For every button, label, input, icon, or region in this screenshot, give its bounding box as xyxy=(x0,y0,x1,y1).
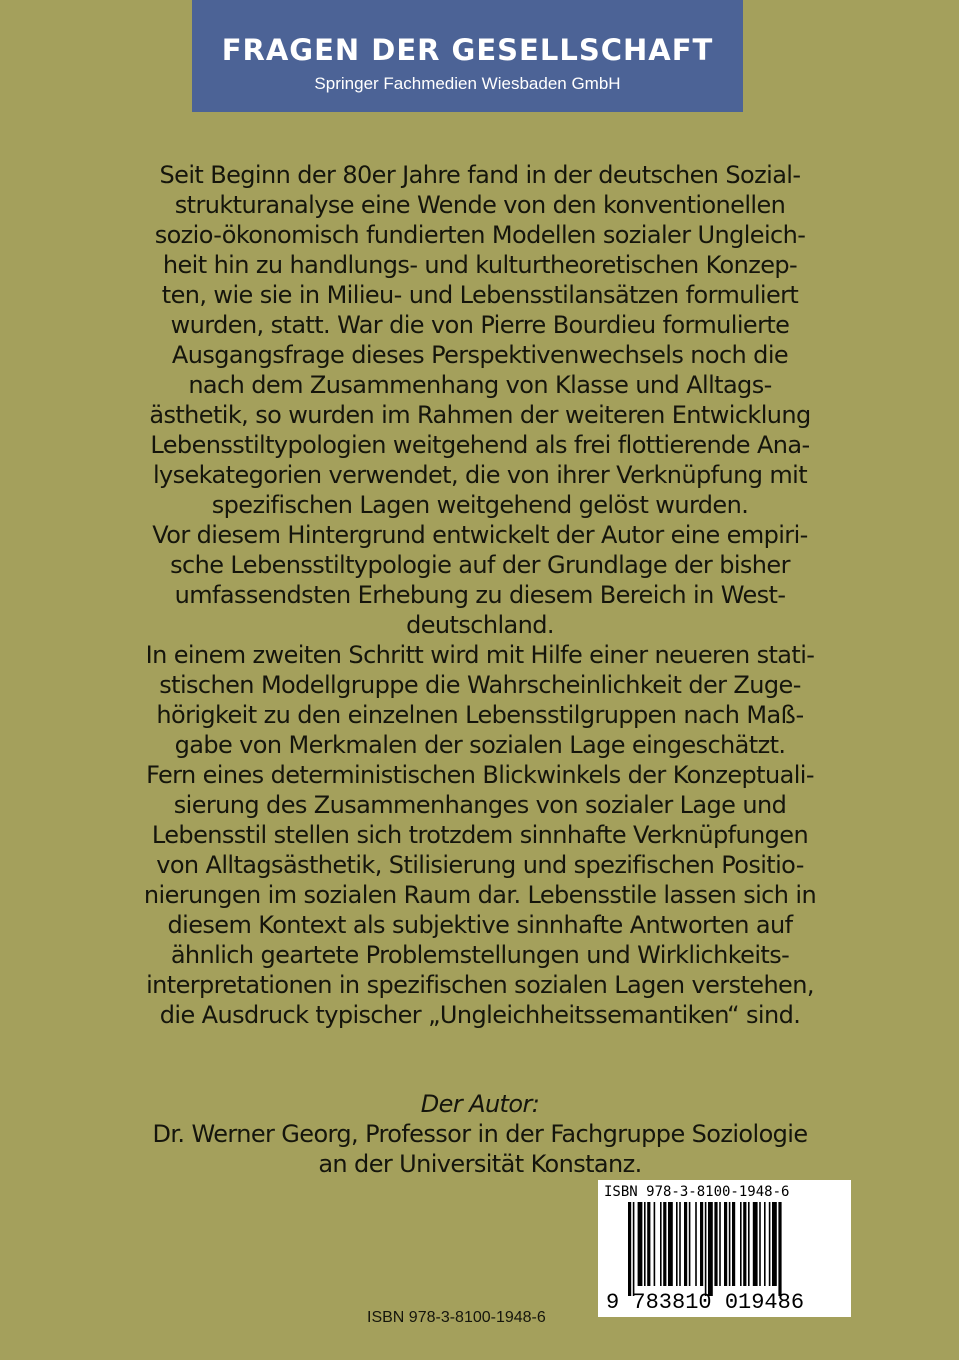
publisher-name: Springer Fachmedien Wiesbaden GmbH xyxy=(314,74,621,93)
barcode-isbn-label: ISBN 978-3-8100-1948-6 xyxy=(604,1184,790,1200)
blurb-line: sozio-ökonomisch fundierten Modellen sozialer Ungleich- xyxy=(154,221,806,249)
blurb-line: sierung des Zusammenhanges von sozialer Lage und xyxy=(173,791,787,819)
blurb-line: von Alltagsästhetik, Stilisierung und spezifischen Positio- xyxy=(156,851,804,879)
blurb-line: ähnlich geartete Problemstellungen und Wirklichkeits- xyxy=(170,941,790,969)
blurb-line: In einem zweiten Schritt wird mit Hilfe einer neueren stati- xyxy=(145,641,815,669)
barcode-digits: 9 783810 019486 xyxy=(606,1290,805,1315)
barcode-bar xyxy=(714,1202,717,1286)
blurb-line: Seit Beginn der 80er Jahre fand in der deutschen Sozial- xyxy=(159,161,801,189)
blurb-line: ten, wie sie in Milieu- und Lebensstilansätzen formuliert xyxy=(161,281,799,309)
barcode-bar xyxy=(753,1202,758,1286)
barcode-bar xyxy=(740,1202,742,1286)
barcode-bar xyxy=(676,1202,678,1286)
isbn-bottom: ISBN 978-3-8100-1948-6 xyxy=(367,1309,546,1326)
author-section xyxy=(80,1089,880,1179)
blurb-line: nierungen im sozialen Raum dar. Lebensstile lassen sich in xyxy=(143,881,817,909)
barcode-bar xyxy=(732,1202,735,1286)
barcode-bar xyxy=(638,1202,643,1286)
barcode-box xyxy=(598,1180,851,1317)
author-line-2: an der Universität Konstanz. xyxy=(318,1150,642,1178)
blurb-line: deutschland. xyxy=(406,611,554,639)
blurb-line: spezifischen Lagen weitgehend gelöst wurden. xyxy=(211,491,749,519)
blurb-line: heit hin zu handlungs- und kulturtheoretischen Konzep- xyxy=(162,251,798,279)
blurb-line: umfassendsten Erhebung zu diesem Bereich in West- xyxy=(174,581,786,609)
blurb-line: Fern eines deterministischen Blickwinkels der Konzeptuali- xyxy=(146,761,814,789)
blurb-line: ästhetik, so wurden im Rahmen der weiteren Entwicklung xyxy=(149,401,811,429)
barcode-bar xyxy=(668,1202,673,1286)
barcode-bar xyxy=(689,1202,691,1286)
barcode-bar xyxy=(719,1202,721,1286)
blurb-line: die Ausdruck typischer „Ungleichheitssemantiken“ sind. xyxy=(159,1001,801,1029)
blurb-line: gabe von Merkmalen der sozialen Lage eingeschätzt. xyxy=(174,731,786,759)
barcode-bar xyxy=(764,1202,766,1286)
blurb-line: Ausgangsfrage dieses Perspektivenwechsels noch die xyxy=(171,341,789,369)
blurb-text xyxy=(80,160,880,1030)
barcode-bar xyxy=(660,1202,662,1286)
barcode-bar xyxy=(644,1202,646,1286)
blurb-line: wurden, statt. War die von Pierre Bourdieu formulierte xyxy=(170,311,790,339)
barcode-bar xyxy=(695,1202,697,1286)
blurb-line: Lebensstiltypologien weitgehend als frei flottierende Ana- xyxy=(150,431,810,459)
author-line-1: Dr. Werner Georg, Professor in der Fachgruppe Soziologie xyxy=(152,1120,808,1148)
barcode-bar xyxy=(679,1202,681,1286)
blurb-line: sche Lebensstiltypologie auf der Grundlage der bisher xyxy=(170,551,790,579)
blurb-line: strukturanalyse eine Wende von den konventionellen xyxy=(174,191,786,219)
barcode-bar xyxy=(759,1202,761,1286)
barcode-bar xyxy=(663,1202,666,1286)
blurb-line: hörigkeit zu den einzelnen Lebensstilgruppen nach Maß- xyxy=(156,701,804,729)
barcode-bar xyxy=(743,1202,746,1286)
blurb-line: Vor diesem Hintergrund entwickelt der Autor eine empiri- xyxy=(152,521,808,549)
barcode-bar xyxy=(729,1202,731,1286)
blurb-line: diesem Kontext als subjektive sinnhafte Antworten auf xyxy=(167,911,793,939)
author-heading: Der Autor: xyxy=(420,1090,540,1118)
barcode-bar xyxy=(684,1202,687,1286)
barcode-bar xyxy=(769,1202,771,1286)
barcode-bar xyxy=(654,1202,656,1286)
barcode-bar xyxy=(628,1202,631,1296)
barcode-bar xyxy=(748,1202,750,1286)
barcode-bar xyxy=(708,1202,713,1296)
barcode-bar xyxy=(778,1202,781,1296)
barcode-bar xyxy=(633,1202,635,1296)
blurb-line: interpretationen in spezifischen sozialen Lagen verstehen, xyxy=(146,971,814,999)
blurb-line: lysekategorien verwendet, die von ihrer Verknüpfung mit xyxy=(152,461,808,489)
barcode-bar xyxy=(700,1202,703,1286)
barcode-bar xyxy=(647,1202,650,1286)
blurb-line: stischen Modellgruppe die Wahrscheinlichkeit der Zuge- xyxy=(159,671,801,699)
barcode-bar xyxy=(724,1202,727,1286)
blurb-line: nach dem Zusammenhang von Klasse und Alltags- xyxy=(188,371,772,399)
series-title: FRAGEN DER GESELLSCHAFT xyxy=(221,33,714,67)
barcode-bar xyxy=(772,1202,777,1286)
series-banner xyxy=(192,0,743,112)
barcode-bar xyxy=(705,1202,707,1296)
blurb-line: Lebensstil stellen sich trotzdem sinnhafte Verknüpfungen xyxy=(151,821,809,849)
